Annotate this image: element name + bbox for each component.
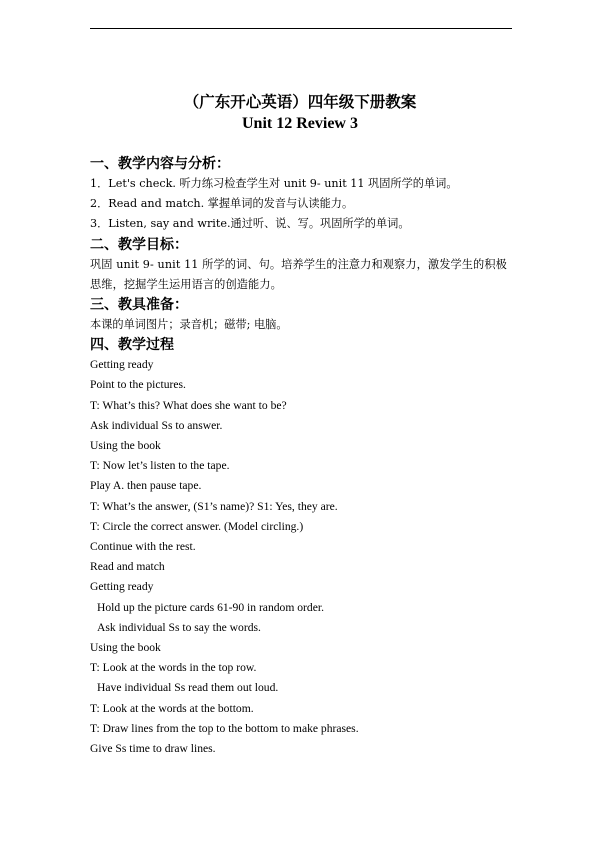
- process-line: Getting ready: [90, 358, 154, 372]
- goals-text: 巩固 unit 9- unit 11 所学的词、句。培养学生的注意力和观察力，激发学生的积极思维，挖掘学生运用语言的创造能力。: [90, 257, 507, 291]
- materials-text: 本课的单词图片；录音机；磁带; 电脑。: [90, 318, 288, 332]
- process-line: Hold up the picture cards 61-90 in random order.: [97, 600, 324, 614]
- process-line: T: What’s this? What does she want to be?: [90, 398, 287, 412]
- process-line: Read and match: [90, 560, 165, 574]
- process-line: T: What’s the answer, (S1’s name)? S1: Yes, they are.: [90, 499, 338, 513]
- process-line: T: Now let’s listen to the tape.: [90, 459, 230, 473]
- process-line: Ask individual Ss to answer.: [90, 418, 223, 432]
- section-heading-content: 一、教学内容与分析：: [90, 156, 230, 172]
- content-item-2: 2．Read and match. 掌握单词的发音与认读能力。: [90, 197, 354, 211]
- section-heading-process: 四、教学过程: [90, 337, 174, 354]
- process-line: Have individual Ss read them out loud.: [97, 681, 279, 695]
- content-item-3: 3．Listen, say and write.通过听、说、写。巩固所学的单词。: [90, 217, 410, 231]
- process-line: T: Look at the words in the top row.: [90, 661, 257, 675]
- document-body: [90, 154, 515, 759]
- page-subtitle: Unit 12 Review 3: [242, 115, 358, 132]
- process-line: Getting ready: [90, 580, 154, 594]
- process-line: Using the book: [90, 439, 161, 453]
- section-heading-materials: 三、教具准备：: [90, 297, 188, 314]
- section-heading-goals: 二、教学目标：: [90, 236, 188, 253]
- content-item-1: 1．Let's check. 听力练习检查学生对 unit 9- unit 11 巩固所学的单词。: [90, 177, 458, 190]
- page-title: （广东开心英语）四年级下册教案: [183, 92, 417, 111]
- process-line: Point to the pictures.: [90, 378, 186, 392]
- process-line: T: Circle the correct answer. (Model circling.): [90, 519, 304, 533]
- process-line: Using the book: [90, 641, 161, 655]
- process-line: T: Look at the words at the bottom.: [90, 701, 254, 715]
- process-line: T: Draw lines from the top to the bottom to make phrases.: [90, 721, 359, 735]
- top-rule: [90, 28, 512, 29]
- process-line: Continue with the rest.: [90, 540, 196, 554]
- process-line: Ask individual Ss to say the words.: [97, 620, 261, 634]
- process-line: Give Ss time to draw lines.: [90, 742, 216, 756]
- process-line: Play A. then pause tape.: [90, 479, 202, 493]
